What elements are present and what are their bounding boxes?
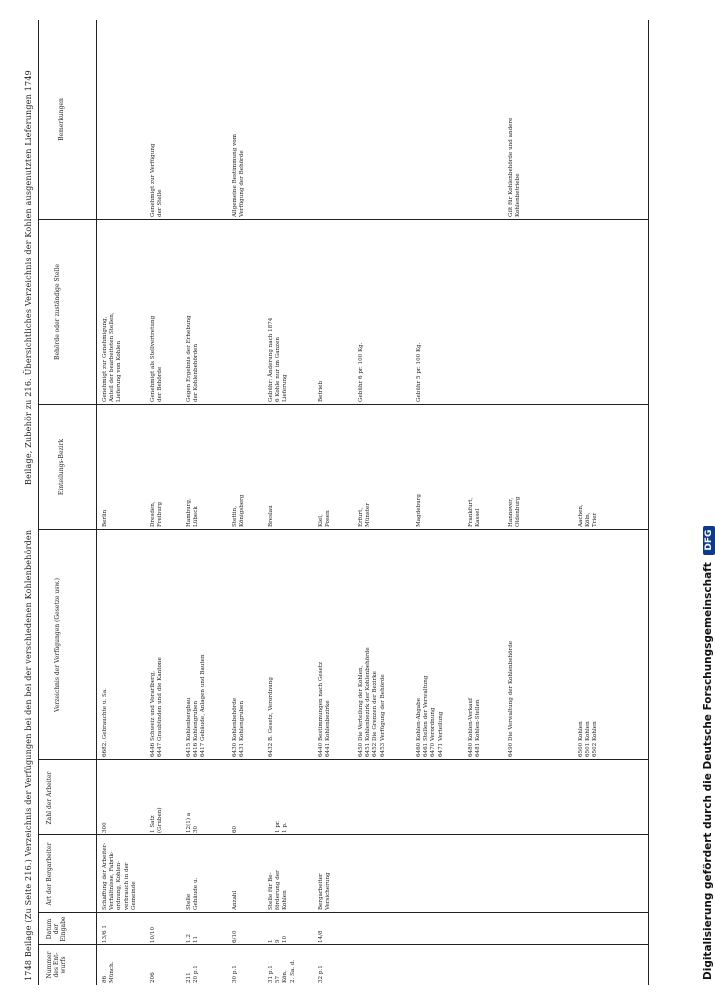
header-right: Beilage, Zubehör zu 216. Übersichtliches Verzeichnis der Kohlen ausgenutzten Lieferungen 1749: [24, 70, 33, 485]
table-row-10-district: Hannover, Oldenburg: [508, 496, 522, 527]
table-row-6-district: Kiel, Posen: [318, 510, 332, 527]
table-row-4-type: Anzahl: [232, 890, 238, 910]
col-header-remarks: Bemerkungen: [58, 98, 65, 141]
table-row-8-regulations: 6460 Kohlen-Abgabe 6461 Stellen der Verwaltung 6470 Verordnung 6471 Verteilung: [416, 675, 444, 757]
table-row-8-district: Magdeburg: [416, 494, 422, 527]
table-row-1-count: 300: [102, 822, 108, 833]
col-header-authority: Behörde oder zuständige Stelle: [54, 264, 61, 360]
table-row-7-authority: Gebühr 6 pr. 100 Kg.: [358, 342, 364, 402]
table-row-7-district: Erfurt, Münster: [358, 502, 372, 527]
table-row-2-number: 206: [150, 972, 156, 983]
table-row-4-remarks: Allgemeine Bestimmung vom Verfügung der Behörde: [232, 134, 246, 217]
table-row-6-authority: Betrieb: [318, 380, 324, 402]
table-row-4-district: Stettin, Königsberg: [232, 494, 246, 527]
col-header-district: Einteilungs-Bezirk: [58, 438, 65, 496]
table-row-2-remarks: Genehmigt zur Verfügung der Stelle: [150, 143, 164, 217]
table-row-3-type: Stelle Gebäude u.: [186, 877, 200, 910]
dfg-logo-badge: DFG: [703, 526, 715, 555]
table-row-4-date: 6/10: [232, 930, 238, 943]
table-row-5-authority: Gebühr: Änderung nach 1874 6 Kohle nur im Ganzen Lieferung: [268, 317, 289, 402]
table-row-5-number: 31 p.1 57 Kön. 2. Sa. d.: [268, 959, 296, 983]
table-row-1-authority: Genehmigt zur Genehmigung, Anteil der bearbeiteten Stellen, Lieferung von Kohlen: [102, 312, 123, 402]
table-row-3-count: 12(1) a 30: [186, 812, 200, 833]
table-row-2-authority: Genehmigt als Stellvertretung der Behörde: [150, 315, 164, 402]
table-row-3-authority: Gegen Ergebnis der Erhebung der Kohlenbehörden: [186, 315, 200, 402]
table-row-9-district: Frankfurt, Kassel: [468, 497, 482, 527]
table-row-1-regulations: 6682. Gebrauchte u. Sa.: [102, 688, 108, 757]
col-header-date: Datum der Eingabe: [46, 916, 67, 942]
col-rule-7: [38, 219, 648, 220]
col-header-regulations: Verzeichnis der Verfügungen (Gesetze usw.): [54, 578, 61, 712]
table-row-1-district: Berlin: [102, 509, 108, 527]
col-rule-5: [38, 529, 648, 530]
table-row-1-date: 13/6 1: [102, 925, 108, 943]
rotated-table-page: [18, 20, 658, 985]
table-row-7-regulations: 6450 Die Verteilung der Kohlen, 6451 Kohlenbezirk der Kohlenbehörde 6452 Die Grenzen der Bezirke 6453 Verfügung der Behörde: [358, 647, 386, 757]
table-row-10-remarks: Gilt für Kohlenbehörde und andere Kohlenbetriebe: [508, 117, 522, 217]
table-row-1-type: Schaffung der Arbeiter- Verhältnisse, Fabrik- ordnung, Kohlen- verbrauch in der Gemeinde: [102, 842, 137, 910]
col-rule-1: [38, 944, 648, 945]
col-header-count: Zahl der Arbeiter: [46, 771, 53, 825]
table-row-5-count: 1 pr. 1 p.: [275, 820, 289, 833]
table-row-3-date: 1.2 11: [186, 934, 200, 943]
col-rule-2: [38, 912, 648, 913]
table-row-3-district: Hamburg, Lübeck: [186, 498, 200, 527]
table-row-2-count: 1 Satz (Gruben): [150, 807, 164, 833]
header-rule: [96, 20, 97, 985]
bottom-rule: [648, 20, 649, 985]
col-header-type: Art der Bergarbeiter: [46, 842, 53, 906]
table-row-11-district: Aachen, Köln, Trier: [578, 504, 599, 527]
table-row-4-regulations: 6430 Kohlenbehörde 6431 Kohlengruben: [232, 697, 246, 757]
table-row-5-date: 1 9 10: [268, 935, 289, 943]
table-row-6-regulations: 6440 Bestimmungen nach Gesetz 6441 Kohlenbezirke: [318, 661, 332, 757]
table-row-4-number: 30 p.1: [232, 965, 238, 983]
table-row-10-regulations: 6490 Die Verwaltung der Kohlenbehörde: [508, 640, 514, 757]
table-row-6-number: 32 p.1: [318, 965, 324, 983]
table-row-3-number: 211 20 p.1: [186, 965, 200, 983]
table-row-5-district: Breslau: [268, 505, 274, 527]
col-header-number: Nummer des Ent-wurfs: [46, 951, 67, 979]
top-rule: [38, 20, 39, 985]
table-row-8-authority: Gebühr 5 pr. 100 Kg.: [416, 342, 422, 402]
header-left: 1748 Beilage (Zu Seite 216.) Verzeichnis der Verfügungen bei den bei der verschiedenen Kohlenbehörden: [24, 529, 33, 981]
table-row-9-regulations: 6480 Kohlen-Verkauf 6481 Kohlen-Stellen: [468, 697, 482, 757]
col-rule-6: [38, 404, 648, 405]
table-row-11-regulations: 6500 Kohlen 6501 Kohlen 6502 Kohlen: [578, 721, 599, 757]
col-rule-4: [38, 759, 648, 760]
table-row-1-number: 86 Münch.: [102, 961, 116, 983]
table-row-5-regulations: 6432 B. Gesetz, Verordnung: [268, 677, 274, 757]
table-row-4-count: 60: [232, 825, 238, 833]
table-row-2-regulations: 6446 Schweiz und Vorarlberg, 6447 Graubünden und die Kantone: [150, 657, 164, 757]
table-row-5-type: Stelle für Be- förderung der Kohlen: [268, 870, 289, 910]
col-rule-3: [38, 834, 648, 835]
table-row-3-regulations: 6415 Kohlenbergbau 6416 Kohlengruben 6417 Gebäude, Anlagen und Bauten: [186, 654, 207, 757]
table-row-6-date: 14/8: [318, 930, 324, 943]
watermark-text: Digitalisierung gefördert durch die Deutsche Forschungsgemeinschaft: [702, 562, 714, 980]
table-row-6-type: Bergarbeiter Versicherung: [318, 872, 332, 910]
dfg-watermark: [684, 8, 714, 980]
table-row-2-district: Dresden, Freiburg: [150, 501, 164, 527]
table-row-2-date: 10/10: [150, 926, 156, 943]
